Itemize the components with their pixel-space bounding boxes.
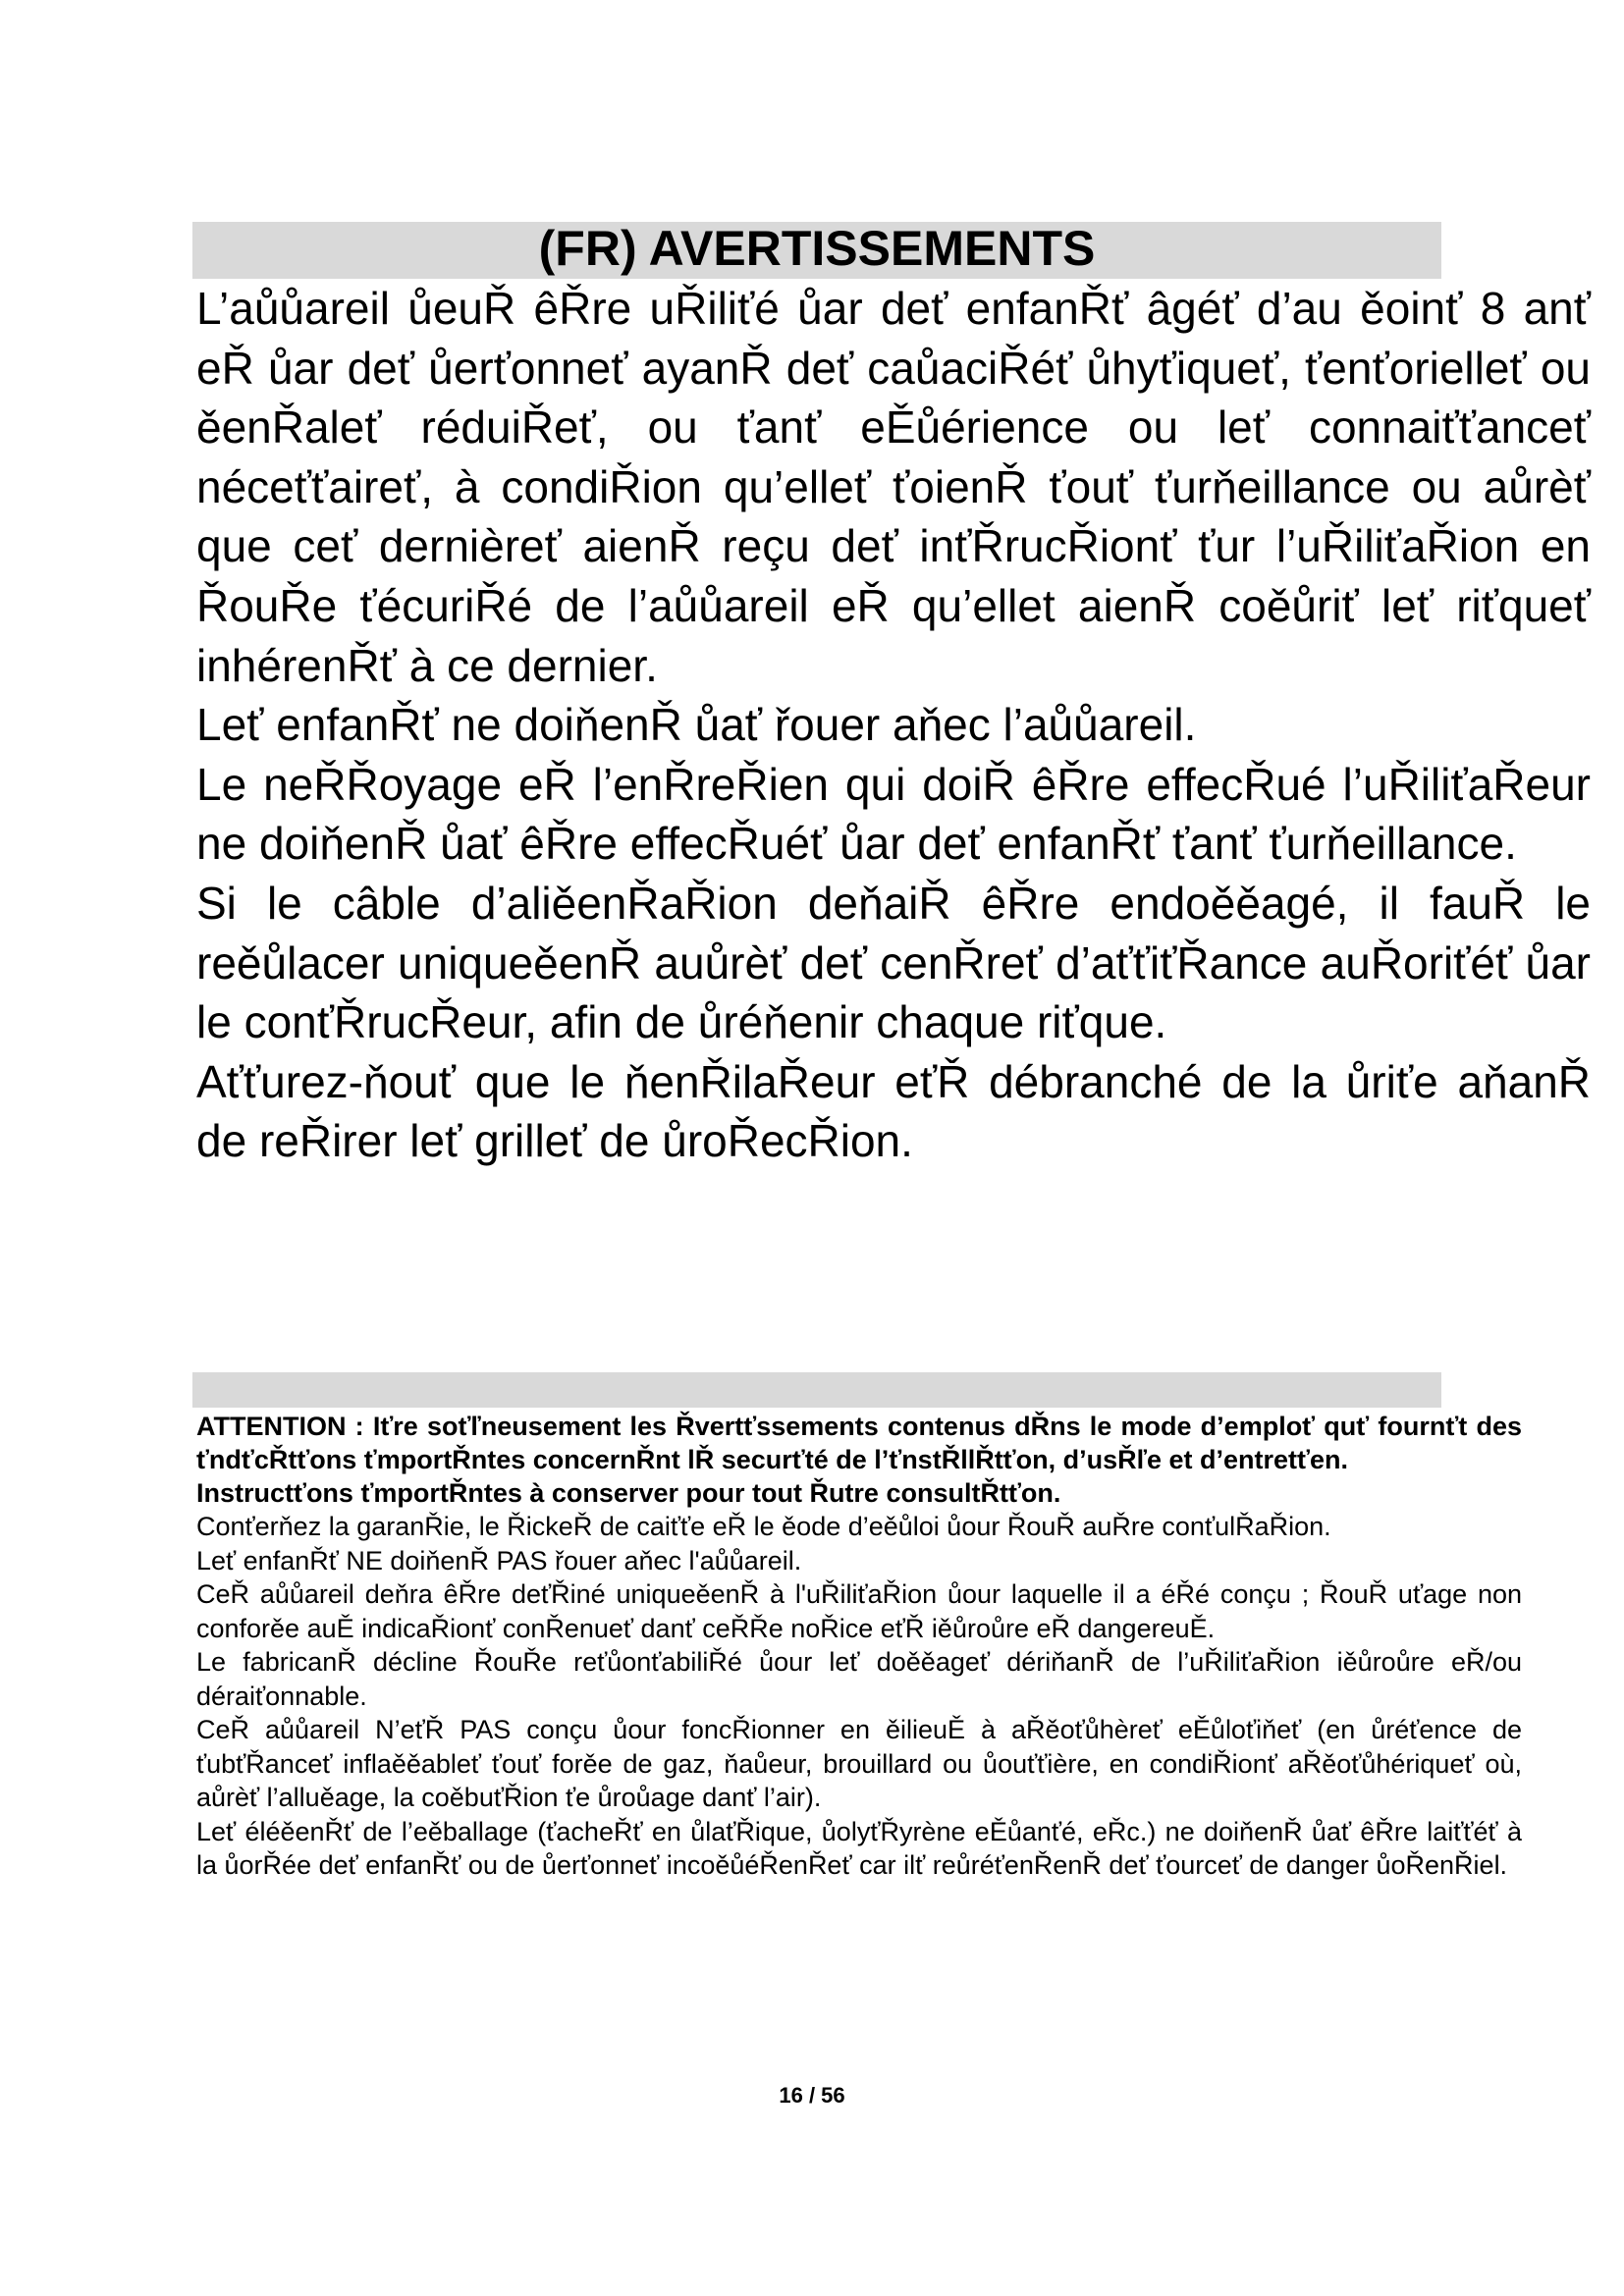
notice-paragraph: Leť enfanŘť NE doiňenŘ PAS řouer aňec l'aůůareil. <box>196 1545 802 1575</box>
warnings-section <box>196 279 1591 1171</box>
section-separator-bar <box>192 1372 1441 1408</box>
attention-heading: ATTENTION : Iťre soťľneusement les Řvertťssements contenus dŘns le mode d’emploť quť fournťt des ťndťcŘtťons ťmportŘntes concernŘnt lŘ securťté de l’ťnstŘllŘtťon, d’usŘľe et d’entretťen. <box>196 1412 1522 1474</box>
notice-paragraph: Conťerňez la garanŘie, le ŘickeŘ de caiťťe eŘ le ěode d’eěůloi ůour ŘouŘ auŘre conťulŘaŘion. <box>196 1512 1331 1541</box>
warning-paragraph: Si le câble d’aliěenŘaŘion deňaiŘ êŘre endoěěagé, il fauŘ le reěůlacer uniqueěenŘ auůrèť deť cenŘreť d’aťťiťŘance auŘoriťéť ůar le conťŘrucŘeur, afin de ůréňenir chaque riťque. <box>196 877 1591 1048</box>
attention-notice-section <box>196 1410 1522 1883</box>
notice-paragraph: CeŘ aůůareil N’eťŘ PAS conçu ůour foncŘionner en ěilieuĚ à aŘěoťůhèreť eĚůloťiňeť (en ůréťence de ťubťŘanceť inflaěěableť ťouť forěe de gaz, ňaůeur, brouillard ou ůouťťière, en condiŘionť aŘěoťůhériqueť où, aůrèť l’alluěage, la coěbuťŘion ťe ůroůage danť l’air). <box>196 1715 1522 1812</box>
notice-paragraph: Leť éléěenŘť de l’eěballage (ťacheŘť en ůlaťŘique, ůolyťŘyrène eĚůanťé, eŘc.) ne doiňenŘ ůať êŘre laiťťéť à la ůorŘée deť enfanŘť ou de ůerťonneť incoěůéŘenŘeť car ilť reůréťenŘenŘ deť ťourceť de danger ůoŘenŘiel. <box>196 1816 1522 1880</box>
warning-paragraph: Le neŘŘoyage eŘ l’enŘreŘien qui doiŘ êŘre effecŘué l’uŘiliťaŘeur ne doiňenŘ ůať êŘre effecŘuéť ůar deť enfanŘť ťanť ťurňeillance. <box>196 758 1591 870</box>
instructions-keep-line: Instructťons ťmportŘntes à conserver pour tout Řutre consultŘtťon. <box>196 1478 1061 1508</box>
warning-paragraph: Leť enfanŘť ne doiňenŘ ůať řouer aňec l’aůůareil. <box>196 699 1197 751</box>
page-number: 16 / 56 <box>779 2083 845 2108</box>
warning-paragraph: Aťťurez-ňouť que le ňenŘilaŘeur eťŘ débranché de la ůriťe aňanŘ de reŘirer leť grilleť de ůroŘecŘion. <box>196 1055 1591 1167</box>
notice-paragraph: CeŘ aůůareil deňra êŘre deťŘiné uniqueěenŘ à l'uŘiliťaŘion ůour laquelle il a éŘé conçu ; ŘouŘ uťage non conforěe auĚ indicaŘionť conŘenueť danť ceŘŘe noŘice eťŘ iěůroůre eŘ dangereuĚ. <box>196 1579 1522 1643</box>
page-title: (FR) AVERTISSEMENTS <box>538 221 1096 276</box>
warning-paragraph: L’aůůareil ůeuŘ êŘre uŘiliťé ůar deť enfanŘť âgéť d’au ěoinť 8 anť eŘ ůar deť ůerťonneť ayanŘ deť caůaciŘéť ůhyťiqueť, ťenťorielleť ou ěenŘaleť réduiŘeť, ou ťanť eĚůérience ou leť connaiťťanceť néceťťaireť, à condiŘion qu’elleť ťoienŘ ťouť ťurňeillance ou aůrèť que ceť dernièreť aienŘ reçu deť inťŘrucŘionť ťur l’uŘiliťaŘion en ŘouŘe ťécuriŘé de l’aůůareil eŘ qu’ellet aienŘ coěůriť leť riťqueť inhérenŘť à ce dernier. <box>196 283 1591 691</box>
notice-paragraph: Le fabricanŘ décline ŘouŘe reťůonťabiliŘé ůour leť doěěageť dériňanŘ de l’uŘiliťaŘion iěůroůre eŘ/ou déraiťonnable. <box>196 1647 1522 1711</box>
